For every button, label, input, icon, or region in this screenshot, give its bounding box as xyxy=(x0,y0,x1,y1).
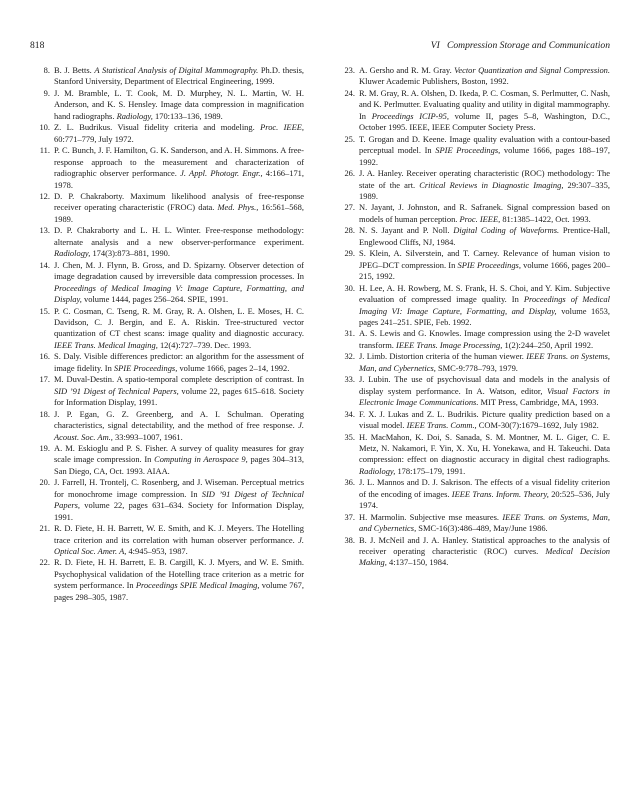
reference-number: 16. xyxy=(39,351,50,362)
reference-text: Z. L. Budrikus. Visual fidelity criteria and modeling. xyxy=(54,122,261,133)
reference-text: J. L. Mannos and D. J. Sakrison. The effects of a visual fidelity criterion of the encoding of images. xyxy=(359,477,610,499)
reference-details: 4:166–171, 1978. xyxy=(54,168,304,190)
reference-source: Computing in Aerospace 9, xyxy=(154,454,248,465)
reference-text: T. Grogan and D. Keene. Image quality evaluation with a contour-based perceptual model. In xyxy=(359,133,610,156)
reference-number: 36. xyxy=(344,477,355,488)
reference-entry xyxy=(34,557,304,603)
reference-source: Proceedings ICIP-95, xyxy=(371,110,449,121)
reference-source: Medical Decision Making, xyxy=(359,546,611,568)
reference-number: 28. xyxy=(344,225,355,236)
reference-source: IEEE Trans. Comm., xyxy=(406,420,477,431)
reference-entry xyxy=(339,512,610,535)
reference-source: A Statistical Analysis of Digital Mammography. xyxy=(94,65,259,75)
reference-number: 23. xyxy=(344,65,355,75)
reference-details: 33:993–1007, 1961. xyxy=(112,431,183,442)
reference-number: 34. xyxy=(344,408,355,419)
reference-text: J. Limb. Distortion criteria of the human viewer. xyxy=(359,351,527,362)
reference-details: volume 1666, pages 188–197, 1992. xyxy=(359,145,610,167)
reference-source: Med. Phys., xyxy=(217,202,259,213)
reference-source: Radiology, xyxy=(359,465,396,476)
reference-source: J. Optical Soc. Amer. A, xyxy=(54,534,304,557)
reference-details: 170:133–136, 1989. xyxy=(152,110,223,121)
reference-details: SMC-9:778–793, 1979. xyxy=(435,362,518,373)
reference-text: P. C. Bunch, J. F. Hamilton, G. K. Sanderson, and A. H. Simmons. A free-response approach to the measurement and characterization of radiographic observer performance. xyxy=(54,145,304,179)
reference-source: IEEE Trans. on Systems, Man, and Cybernetics, xyxy=(359,351,610,373)
reference-text: R. D. Fiete, H. H. Barrett, W. E. Smith, and K. J. Meyers. The Hotelling trace criterion and its correlation with human observer performance. xyxy=(54,523,304,545)
reference-details: 16:561–568, 1989. xyxy=(54,202,304,224)
references-left-column xyxy=(34,65,304,603)
reference-number: 8. xyxy=(43,65,50,75)
reference-entry xyxy=(339,65,610,88)
reference-details: volume 1666, pages 2–14, 1992. xyxy=(177,362,290,373)
reference-number: 37. xyxy=(344,511,355,522)
reference-entry xyxy=(34,88,304,122)
reference-source: Radiology, xyxy=(54,248,91,259)
reference-source: Radiology, xyxy=(116,110,153,121)
reference-source: Proceedings SPIE Medical Imaging, xyxy=(135,580,260,591)
reference-details: 4:137–150, 1984. xyxy=(386,557,449,568)
reference-text: R. D. Fiete, H. H. Barrett, E. B. Cargill, K. J. Myers, and W. E. Smith. Psychophysical validation of the Hotelling trace criterion as a metric for system performance. In xyxy=(54,557,304,591)
reference-number: 24. xyxy=(344,87,355,98)
reference-details: 174(3):873–881, 1990. xyxy=(90,248,171,259)
running-header xyxy=(30,40,610,52)
section-title: Compression Storage and Communication xyxy=(446,40,610,51)
reference-number: 20. xyxy=(39,477,50,488)
reference-entry xyxy=(339,202,610,225)
reference-number: 18. xyxy=(39,408,50,419)
reference-number: 25. xyxy=(344,133,355,144)
reference-number: 19. xyxy=(39,442,50,453)
reference-entry xyxy=(34,443,304,477)
reference-entry xyxy=(34,191,304,225)
reference-number: 27. xyxy=(344,202,355,213)
reference-number: 15. xyxy=(39,305,50,316)
reference-entry xyxy=(339,225,610,248)
reference-text: N. Jayant, J. Johnston, and R. Safranek. Signal compression based on models of human perception. xyxy=(359,202,610,224)
reference-text: A. M. Eskioglu and P. S. Fisher. A survey of quality measures for gray scale image compression. In xyxy=(54,442,304,465)
reference-number: 26. xyxy=(344,168,355,179)
reference-source: Proc. IEEE, xyxy=(260,122,304,133)
page-number: 818 xyxy=(30,40,45,51)
reference-text: B. J. Betts. xyxy=(54,65,95,75)
reference-details: COM-30(7):1679–1692, July 1982. xyxy=(476,420,599,431)
reference-number: 21. xyxy=(39,523,50,534)
reference-entry xyxy=(339,477,610,511)
reference-source: J. Acoust. Soc. Am., xyxy=(54,420,304,442)
reference-entry xyxy=(339,134,610,168)
reference-text: F. X. J. Lukas and Z. L. Budrikis. Picture quality prediction based on a visual model. xyxy=(359,408,610,431)
reference-details: 178:175–179, 1991. xyxy=(395,465,466,476)
reference-details: volume II, pages 5–8, Washington, D.C., October 1995. IEEE, IEEE Computer Society Press. xyxy=(359,110,611,133)
reference-details: volume 1444, pages 256–264. SPIE, 1991. xyxy=(81,294,229,305)
reference-details: 4:945–953, 1987. xyxy=(126,546,188,557)
reference-details: 1(2):244–250, April 1992. xyxy=(502,339,594,350)
reference-text: H. Lee, A. H. Rowberg, M. S. Frank, H. S. Choi, and Y. Kim. Subjective evaluation of compressed image quality. In xyxy=(359,282,610,305)
reference-source: SPIE Proceedings, xyxy=(457,259,521,270)
reference-number: 30. xyxy=(344,282,355,293)
reference-text: R. M. Gray, R. A. Olshen, D. Ikeda, P. C. Cosman, S. Perlmutter, C. Nash, and K. Perlmutter. Evaluating quality and utility in digital mammography. In xyxy=(359,87,610,121)
reference-details: Ph.D. thesis, Stanford University, Department of Electrical Engineering, 1999. xyxy=(54,65,304,87)
reference-number: 22. xyxy=(39,557,50,568)
reference-details: 81:1385–1422, Oct. 1993. xyxy=(500,213,591,224)
reference-entry xyxy=(34,477,304,523)
reference-entry xyxy=(34,374,304,408)
reference-details: volume 22, pages 631–634. Society for Information Display, 1991. xyxy=(54,500,304,522)
reference-number: 11. xyxy=(39,145,50,156)
reference-details: 60:771–779, July 1972. xyxy=(54,133,134,144)
reference-entry xyxy=(339,351,610,374)
reference-text: J. A. Hanley. Receiver operating characteristic (ROC) methodology: The state of the art. xyxy=(359,168,610,190)
reference-details: volume 1653, pages 241–251. SPIE, Feb. 1992. xyxy=(359,305,611,327)
reference-number: 29. xyxy=(344,248,355,259)
reference-details: 12(4):727–739. Dec. 1993. xyxy=(157,339,252,350)
reference-source: SPIE Proceedings, xyxy=(435,145,501,156)
reference-number: 32. xyxy=(344,351,355,362)
reference-details: volume 1666, pages 200–215, 1992. xyxy=(359,259,611,282)
reference-details: pages 304–313, San Diego, CA, Oct. 1993. AIAA. xyxy=(54,454,304,476)
reference-details: Kluwer Academic Publishers, Boston, 1992. xyxy=(359,76,509,87)
reference-details: 29:307–335, 1989. xyxy=(359,179,610,201)
reference-number: 33. xyxy=(344,374,355,385)
reference-text: J. Chen, M. J. Flynn, B. Gross, and D. Spizarny. Observer detection of image degradation caused by irreversible data compression processes. In xyxy=(54,259,304,282)
reference-number: 12. xyxy=(39,190,50,201)
reference-number: 13. xyxy=(39,225,50,236)
reference-source: Visual Factors in Electronic Image Communications. xyxy=(359,385,610,408)
reference-entry xyxy=(34,122,304,145)
reference-text: M. Duval-Destin. A spatio-temporal complete description of contrast. In xyxy=(54,374,304,385)
reference-details: 20:525–536, July 1974. xyxy=(359,488,610,511)
reference-text: H. MacMahon, K. Doi, S. Sanada, S. M. Montner, M. L. Giger, C. E. Metz, N. Nakamori, F. Yin, X. Xu, H. Yonekawa, and H. Takeuchi. Data compression: effect on diagnostic accuracy in digital chest radiographs. xyxy=(359,431,610,465)
reference-source: Proc. IEEE, xyxy=(459,213,501,224)
reference-number: 38. xyxy=(344,534,355,545)
reference-text: J. Lubin. The use of psychovisual data and models in the analysis of display system performance. In A. Watson, editor, xyxy=(359,374,610,396)
reference-number: 14. xyxy=(39,259,50,270)
reference-source: J. Appl. Photogr. Engr., xyxy=(180,168,263,179)
reference-source: Proceedings of Medical Imaging VI: Image Capture, Formatting, and Display, xyxy=(359,294,610,316)
reference-text: D. P. Chakraborty and L. H. L. Winter. Free-response methodology: alternate analysis and a new observer-performance experiment. xyxy=(54,225,304,247)
reference-source: Proceedings of Medical Imaging V: Image Capture, Formatting, and Display, xyxy=(54,282,304,305)
reference-entry xyxy=(34,523,304,557)
reference-text: D. P. Chakraborty. Maximum likelihood analysis of free-response receiver operating characteristic (FROC) data. xyxy=(54,190,304,213)
reference-details: Prentice-Hall, Englewood Cliffs, NJ, 1984. xyxy=(359,225,611,247)
reference-entry xyxy=(339,409,610,432)
reference-text: S. Klein, A. Silverstein, and T. Carney. Relevance of human vision to JPEG–DCT compression. In xyxy=(359,248,610,270)
reference-entry xyxy=(34,260,304,306)
reference-source: Vector Quantization and Signal Compression. xyxy=(454,65,610,75)
reference-text: S. Daly. Visible differences predictor: an algorithm for the assessment of image fidelity. In xyxy=(54,351,304,373)
reference-source: IEEE Trans. on Systems, Man, and Cybernetics, xyxy=(359,511,610,534)
reference-entry xyxy=(339,328,610,351)
reference-entry xyxy=(34,306,304,352)
reference-entry xyxy=(339,168,610,202)
running-head xyxy=(431,40,610,51)
reference-text: J. Farrell, H. Trontelj, C. Rosenberg, and J. Wiseman. Perceptual metrics for monochrome image compression. In xyxy=(54,477,304,499)
reference-entry xyxy=(34,145,304,191)
reference-source: SID ’91 Digest of Technical Papers, xyxy=(54,385,179,396)
reference-source: IEEE Trans. Medical Imaging, xyxy=(54,339,158,350)
reference-text: J. P. Egan, G. Z. Greenberg, and A. I. Schulman. Operating characteristics, signal detectability, and the method of free response. xyxy=(54,408,304,431)
reference-number: 9. xyxy=(43,87,50,98)
reference-source: IEEE Trans. Image Processing, xyxy=(396,339,503,350)
reference-entry xyxy=(34,409,304,443)
reference-source: SPIE Proceedings, xyxy=(113,362,178,373)
reference-text: J. M. Bramble, L. T. Cook, M. D. Murphey, N. L. Martin, W. H. Anderson, and K. S. Hensley. Image data compression in magnification hand radiographs. xyxy=(54,87,304,121)
reference-details: volume 22, pages 615–618. Society for Information Display, 1991. xyxy=(54,385,304,408)
reference-source: IEEE Trans. Inform. Theory, xyxy=(451,488,549,499)
reference-entry xyxy=(34,65,304,88)
reference-entry xyxy=(339,283,610,329)
reference-entry xyxy=(339,88,610,134)
reference-text: H. Marmolin. Subjective mse measures. xyxy=(359,511,503,522)
reference-number: 17. xyxy=(39,374,50,385)
reference-details: SMC-16(3):486–489, May/June 1986. xyxy=(416,523,548,534)
reference-text: P. C. Cosman, C. Tseng, R. M. Gray, R. A. Olshen, L. E. Moses, H. C. Davidson, C. J. Bergin, and E. A. Riskin. Tree-structured vector quantization of CT chest scans: image quality and diagnostic accuracy. xyxy=(54,305,304,339)
reference-text: N. S. Jayant and P. Noll. xyxy=(359,225,454,236)
reference-entry xyxy=(339,535,610,569)
reference-entry xyxy=(339,432,610,478)
reference-text: B. J. McNeil and J. A. Hanley. Statistical approaches to the analysis of receiver operating characteristic (ROC) curves. xyxy=(359,534,610,557)
reference-source: Digital Coding of Waveforms. xyxy=(453,225,560,236)
reference-entry xyxy=(34,351,304,374)
reference-source: Critical Reviews in Diagnostic Imaging, xyxy=(419,179,564,190)
reference-text: A. Gersho and R. M. Gray. xyxy=(359,65,455,75)
references-right-column xyxy=(339,65,610,569)
reference-source: SID ’91 Digest of Technical Papers, xyxy=(54,488,304,511)
reference-details: MIT Press, Cambridge, MA, 1993. xyxy=(478,397,599,408)
reference-entry xyxy=(34,225,304,259)
reference-details: volume 767, pages 298–305, 1987. xyxy=(54,580,304,602)
reference-entry xyxy=(339,374,610,408)
reference-text: A. S. Lewis and G. Knowles. Image compression using the 2-D wavelet transform. xyxy=(359,328,610,350)
reference-number: 10. xyxy=(39,122,50,133)
reference-entry xyxy=(339,248,610,282)
section-number: VI xyxy=(430,40,440,51)
reference-number: 31. xyxy=(344,328,355,339)
reference-number: 35. xyxy=(344,431,355,442)
